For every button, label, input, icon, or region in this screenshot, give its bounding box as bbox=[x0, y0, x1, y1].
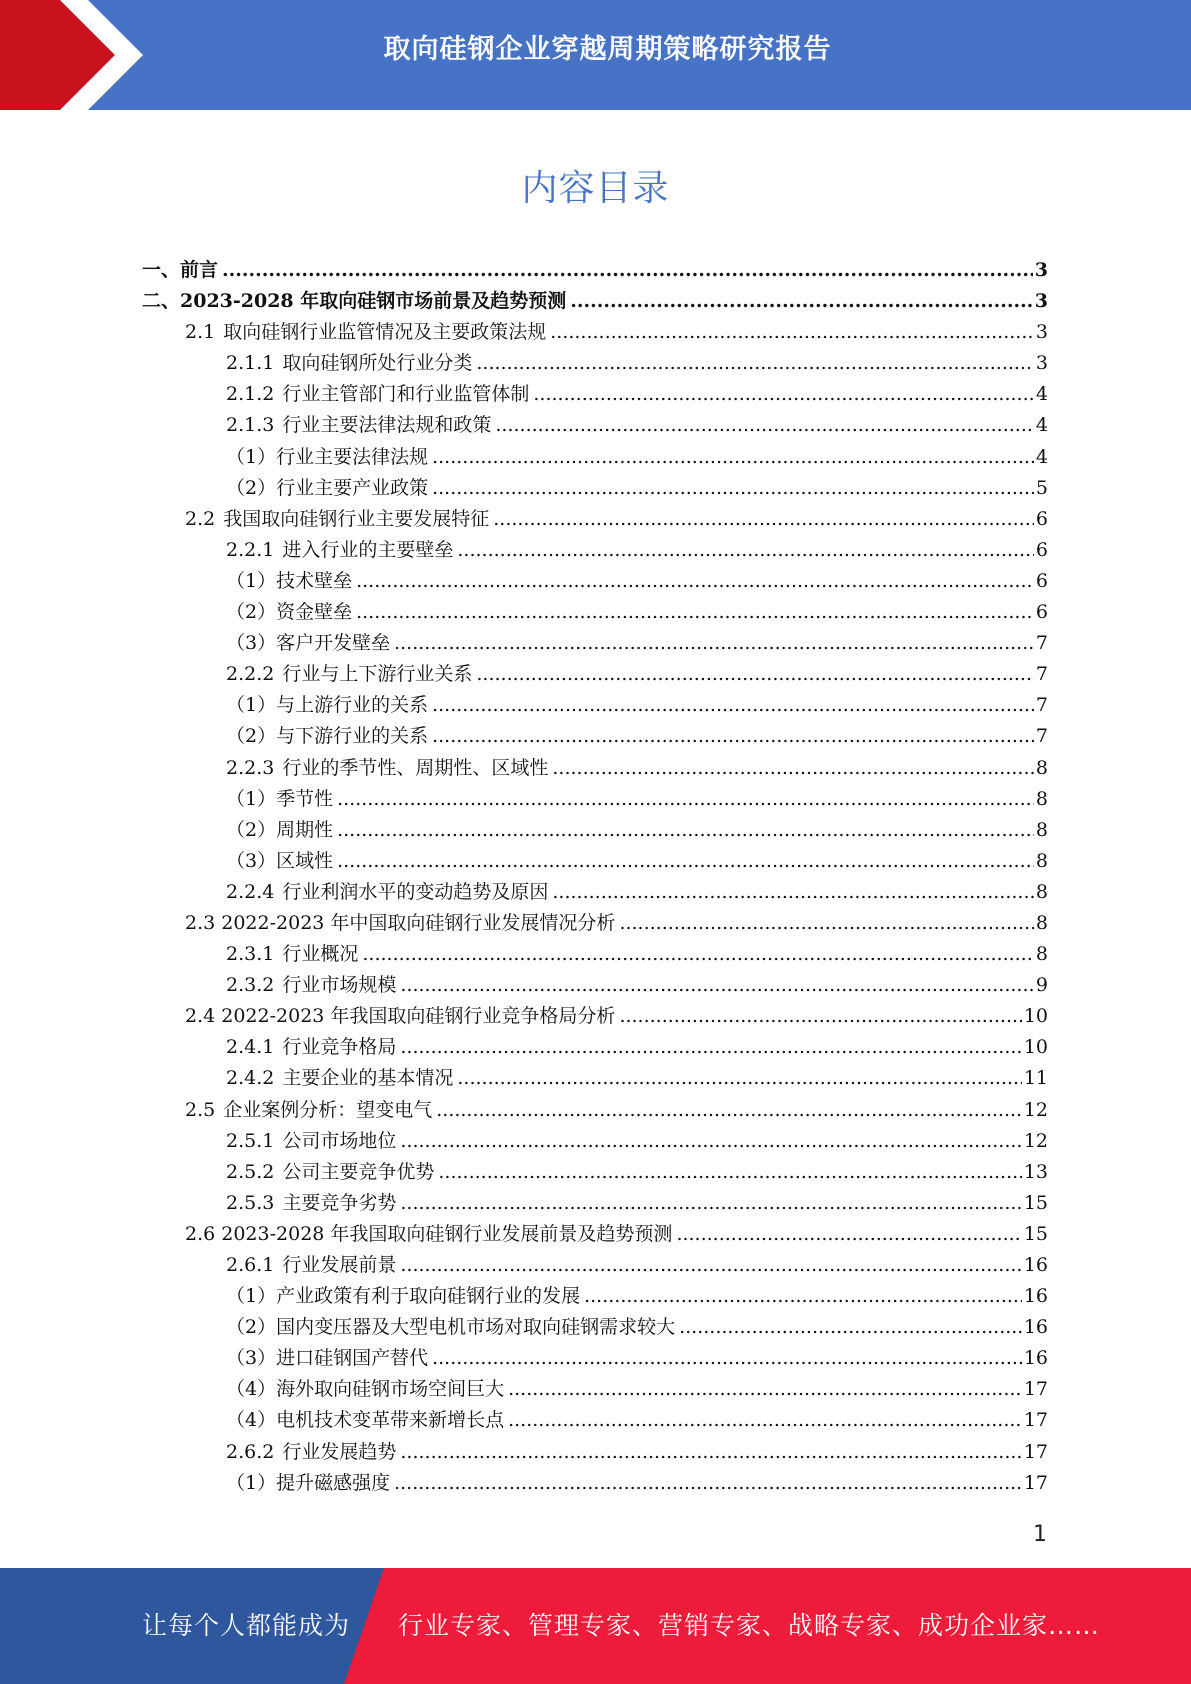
toc-entry-page: 17 bbox=[1023, 1409, 1048, 1432]
toc-leader-dots bbox=[400, 1036, 1021, 1058]
toc-entry-title bbox=[226, 659, 472, 686]
toc-entry[interactable] bbox=[142, 1343, 1048, 1374]
toc-entry-number: 2.1.1 bbox=[226, 352, 275, 375]
toc-entry-label: 行业市场规模 bbox=[282, 974, 397, 997]
toc-entry-page: 4 bbox=[1035, 445, 1048, 468]
toc-entry-label: （1）技术壁垒 bbox=[226, 569, 353, 592]
toc-entry[interactable] bbox=[142, 1095, 1048, 1126]
toc-leader-dots bbox=[457, 1067, 1021, 1089]
toc-entry-page: 3 bbox=[1034, 259, 1048, 281]
toc-entry[interactable] bbox=[142, 1312, 1048, 1343]
toc-leader-dots bbox=[533, 383, 1034, 405]
toc-entry-title bbox=[226, 970, 396, 997]
toc-entry-label: 2.3 2022-2023 年中国取向硅钢行业发展情况分析 bbox=[185, 911, 616, 934]
toc-entry-page: 3 bbox=[1035, 321, 1048, 344]
toc-entry-title bbox=[226, 877, 548, 904]
toc-entry-label: （2）与下游行业的关系 bbox=[226, 725, 429, 748]
toc-entry-title bbox=[226, 815, 333, 842]
toc-entry-number: 2.1.2 bbox=[226, 383, 275, 406]
toc-entry-page: 8 bbox=[1035, 756, 1048, 779]
toc-leader-dots bbox=[356, 570, 1034, 592]
toc-entry-title bbox=[226, 1032, 396, 1059]
toc-entry-label: 公司市场地位 bbox=[282, 1129, 397, 1152]
toc-entry-number: 2.2 bbox=[185, 507, 216, 530]
toc-entry-page: 6 bbox=[1035, 601, 1048, 624]
toc-entry[interactable] bbox=[142, 1126, 1048, 1157]
toc-entry-title bbox=[226, 597, 352, 624]
toc-entry-label: 行业主管部门和行业监管体制 bbox=[282, 383, 530, 406]
toc-entry-title bbox=[226, 939, 358, 966]
toc-entry-page: 16 bbox=[1023, 1285, 1048, 1308]
toc-entry-number: 2.4.1 bbox=[226, 1036, 275, 1059]
footer-slogan-right: 行业专家、管理专家、营销专家、战略专家、成功企业家…… bbox=[398, 1611, 1101, 1640]
toc-entry-label: 2.6 2023-2028 年我国取向硅钢行业发展前景及趋势预测 bbox=[185, 1222, 673, 1245]
page-number: 1 bbox=[1033, 1522, 1047, 1547]
toc-entry-number: 2.3.2 bbox=[226, 974, 275, 997]
table-of-contents bbox=[142, 255, 1048, 1499]
toc-entry-label: （1）季节性 bbox=[226, 787, 334, 810]
toc-entry-number: 2.4.2 bbox=[226, 1067, 275, 1090]
toc-entry-label: 行业概况 bbox=[282, 943, 359, 966]
toc-entry-title bbox=[226, 690, 428, 717]
toc-leader-dots bbox=[552, 881, 1034, 903]
toc-leader-dots bbox=[394, 1472, 1022, 1494]
toc-entry-title bbox=[226, 1250, 396, 1277]
toc-entry[interactable] bbox=[142, 970, 1048, 1001]
toc-entry-label: 行业主要法律法规和政策 bbox=[282, 414, 492, 437]
toc-leader-dots bbox=[222, 259, 1033, 281]
toc-entry-number: 2.1 bbox=[185, 321, 216, 344]
toc-entry-page: 8 bbox=[1035, 787, 1048, 810]
toc-entry[interactable] bbox=[142, 721, 1048, 752]
toc-entry[interactable] bbox=[142, 504, 1048, 535]
toc-entry-label: 行业发展前景 bbox=[282, 1254, 397, 1276]
toc-leader-dots bbox=[584, 1285, 1022, 1307]
toc-entry-number: 2.5 bbox=[185, 1098, 216, 1121]
toc-leader-dots bbox=[432, 694, 1034, 716]
toc-entry-page: 6 bbox=[1035, 507, 1048, 530]
toc-entry[interactable] bbox=[142, 846, 1048, 877]
toc-leader-dots bbox=[400, 1192, 1021, 1214]
toc-entry[interactable] bbox=[142, 1281, 1048, 1312]
toc-entry-number: 2.2.4 bbox=[226, 880, 275, 903]
toc-entry-page: 12 bbox=[1023, 1129, 1048, 1152]
toc-entry-title bbox=[142, 255, 218, 282]
toc-entry-title bbox=[226, 1157, 434, 1184]
toc-entry-label: 行业利润水平的变动趋势及原因 bbox=[282, 880, 549, 903]
toc-entry-label: 主要竞争劣势 bbox=[282, 1191, 397, 1214]
toc-entry-title bbox=[226, 473, 428, 500]
toc-entry[interactable] bbox=[142, 1405, 1048, 1436]
toc-entry-number: 2.6.1 bbox=[226, 1254, 275, 1276]
toc-entry-title bbox=[142, 286, 566, 313]
toc-entry-title bbox=[226, 721, 428, 748]
toc-entry-label: 行业竞争格局 bbox=[282, 1036, 397, 1059]
toc-entry-page: 8 bbox=[1035, 943, 1048, 966]
toc-entry[interactable] bbox=[142, 1437, 1048, 1468]
report-title: 取向硅钢企业穿越周期策略研究报告 bbox=[383, 34, 832, 65]
toc-entry-page: 7 bbox=[1035, 663, 1048, 686]
toc-entry[interactable] bbox=[142, 286, 1048, 317]
toc-leader-dots bbox=[400, 974, 1034, 996]
toc-entry[interactable] bbox=[142, 535, 1048, 566]
toc-entry-title bbox=[226, 784, 333, 811]
toc-entry-label: 公司主要竞争优势 bbox=[282, 1160, 435, 1183]
toc-entry-label: （2）行业主要产业政策 bbox=[226, 476, 429, 499]
toc-entry-page: 15 bbox=[1023, 1191, 1048, 1214]
toc-entry-number: 2.3.1 bbox=[226, 943, 275, 966]
toc-entry[interactable] bbox=[142, 597, 1048, 628]
toc-leader-dots bbox=[619, 912, 1033, 934]
toc-entry-label: 我国取向硅钢行业主要发展特征 bbox=[223, 507, 490, 530]
toc-entry[interactable] bbox=[142, 628, 1048, 659]
toc-entry-page: 17 bbox=[1023, 1378, 1048, 1401]
toc-entry[interactable] bbox=[142, 1374, 1048, 1405]
toc-entry-page: 7 bbox=[1035, 725, 1048, 748]
toc-entry[interactable] bbox=[142, 1250, 1048, 1281]
toc-entry[interactable] bbox=[142, 939, 1048, 970]
toc-entry-title bbox=[226, 348, 472, 375]
toc-leader-dots bbox=[362, 943, 1034, 965]
toc-entry[interactable] bbox=[142, 442, 1048, 473]
toc-entry-title bbox=[226, 1437, 396, 1464]
toc-entry-page: 11 bbox=[1023, 1067, 1048, 1090]
toc-entry-label: （2）周期性 bbox=[226, 818, 334, 841]
toc-entry-page: 12 bbox=[1023, 1098, 1048, 1121]
toc-entry-number: 2.5.2 bbox=[226, 1160, 275, 1183]
footer-slogan-left: 让每个人都能成为 bbox=[142, 1611, 351, 1640]
toc-entry[interactable] bbox=[142, 1001, 1048, 1032]
toc-leader-dots bbox=[552, 757, 1034, 779]
toc-entry-label: 行业发展趋势 bbox=[282, 1440, 397, 1463]
toc-entry-label: （2）资金壁垒 bbox=[226, 601, 353, 624]
toc-entry-label: （3）区域性 bbox=[226, 849, 334, 872]
toc-entry[interactable] bbox=[142, 690, 1048, 721]
toc-entry-label: 企业案例分析：望变电气 bbox=[223, 1098, 433, 1121]
toc-leader-dots bbox=[676, 1223, 1021, 1245]
toc-entry-page: 16 bbox=[1023, 1254, 1048, 1276]
toc-entry-page: 8 bbox=[1035, 818, 1048, 841]
toc-entry-title bbox=[226, 442, 428, 469]
toc-entry-label: （3）进口硅钢国产替代 bbox=[226, 1347, 429, 1370]
toc-entry-page: 8 bbox=[1035, 849, 1048, 872]
toc-leader-dots bbox=[400, 1130, 1021, 1152]
toc-entry-label: 2.4 2022-2023 年我国取向硅钢行业竞争格局分析 bbox=[185, 1005, 616, 1028]
toc-entry-title bbox=[185, 1001, 615, 1028]
toc-entry-label: （1）与上游行业的关系 bbox=[226, 694, 429, 717]
toc-leader-dots bbox=[400, 1441, 1021, 1463]
toc-entry-label: （1）行业主要法律法规 bbox=[226, 445, 429, 468]
toc-entry[interactable] bbox=[142, 753, 1048, 784]
toc-entry[interactable] bbox=[142, 815, 1048, 846]
toc-leader-dots bbox=[400, 1254, 1021, 1276]
toc-entry-label: 一、前言 bbox=[142, 259, 219, 281]
toc-leader-dots bbox=[432, 477, 1034, 499]
toc-entry[interactable] bbox=[142, 908, 1048, 939]
toc-leader-dots bbox=[476, 352, 1034, 374]
toc-entry-title bbox=[226, 1063, 453, 1090]
toc-leader-dots bbox=[337, 819, 1034, 841]
toc-entry-label: 取向硅钢行业监管情况及主要政策法规 bbox=[223, 321, 547, 344]
toc-leader-dots bbox=[432, 446, 1034, 468]
toc-entry-page: 6 bbox=[1035, 538, 1048, 561]
toc-entry-title bbox=[226, 1188, 396, 1215]
toc-entry-page: 16 bbox=[1023, 1316, 1048, 1339]
toc-entry[interactable] bbox=[142, 410, 1048, 441]
toc-entry-label: （4）海外取向硅钢市场空间巨大 bbox=[226, 1378, 505, 1401]
toc-entry-title bbox=[226, 753, 548, 780]
toc-entry-page: 4 bbox=[1035, 414, 1048, 437]
page-header bbox=[0, 0, 1191, 110]
toc-entry-page: 13 bbox=[1023, 1160, 1048, 1183]
toc-entry-page: 4 bbox=[1035, 383, 1048, 406]
toc-entry-number: 2.1.3 bbox=[226, 414, 275, 437]
toc-entry[interactable] bbox=[142, 1032, 1048, 1063]
toc-entry-title bbox=[185, 908, 615, 935]
toc-leader-dots bbox=[337, 850, 1034, 872]
toc-entry-number: 2.6.2 bbox=[226, 1440, 275, 1463]
toc-entry-title bbox=[226, 379, 529, 406]
toc-entry[interactable] bbox=[142, 379, 1048, 410]
toc-entry[interactable] bbox=[142, 473, 1048, 504]
toc-entry-label: （1）产业政策有利于取向硅钢行业的发展 bbox=[226, 1285, 581, 1308]
toc-leader-dots bbox=[432, 1347, 1022, 1369]
toc-leader-dots bbox=[438, 1161, 1021, 1183]
toc-entry-page: 10 bbox=[1023, 1005, 1048, 1028]
toc-entry-title bbox=[226, 1374, 504, 1401]
toc-entry-number: 2.5.3 bbox=[226, 1191, 275, 1214]
toc-entry-label: 取向硅钢所处行业分类 bbox=[282, 352, 473, 375]
toc-entry[interactable] bbox=[142, 1468, 1048, 1499]
toc-entry-page: 17 bbox=[1023, 1471, 1048, 1494]
toc-entry-title bbox=[226, 566, 352, 593]
toc-leader-dots bbox=[432, 725, 1034, 747]
toc-entry-label: （4）电机技术变革带来新增长点 bbox=[226, 1409, 505, 1432]
toc-entry[interactable] bbox=[142, 317, 1048, 348]
toc-entry-page: 10 bbox=[1023, 1036, 1048, 1059]
toc-entry-title bbox=[226, 846, 333, 873]
toc-leader-dots bbox=[476, 663, 1034, 685]
toc-entry-title bbox=[226, 1126, 396, 1153]
toc-entry-label: 主要企业的基本情况 bbox=[282, 1067, 454, 1090]
toc-leader-dots bbox=[495, 414, 1034, 436]
toc-entry-label: 进入行业的主要壁垒 bbox=[282, 538, 454, 561]
toc-entry-label: （1）提升磁感强度 bbox=[226, 1471, 391, 1494]
toc-leader-dots bbox=[508, 1409, 1022, 1431]
toc-entry-number: 2.2.2 bbox=[226, 663, 275, 686]
toc-entry-page: 9 bbox=[1035, 974, 1048, 997]
toc-entry-number: 2.2.1 bbox=[226, 538, 275, 561]
toc-entry-page: 7 bbox=[1035, 694, 1048, 717]
toc-entry-title bbox=[185, 1219, 672, 1246]
toc-entry-page: 3 bbox=[1034, 290, 1048, 313]
toc-leader-dots bbox=[457, 539, 1034, 561]
toc-entry-title bbox=[226, 1405, 504, 1432]
toc-entry-label: （3）客户开发壁垒 bbox=[226, 632, 391, 655]
toc-entry-page: 6 bbox=[1035, 569, 1048, 592]
toc-entry-page: 15 bbox=[1023, 1222, 1048, 1245]
toc-entry[interactable] bbox=[142, 348, 1048, 379]
toc-title: 内容目录 bbox=[521, 168, 670, 209]
toc-entry-title bbox=[185, 504, 489, 531]
toc-entry-page: 8 bbox=[1035, 880, 1048, 903]
toc-entry-label: 二、2023-2028 年取向硅钢市场前景及趋势预测 bbox=[142, 290, 567, 313]
toc-entry-number: 2.5.1 bbox=[226, 1129, 275, 1152]
toc-entry-title bbox=[185, 317, 546, 344]
toc-leader-dots bbox=[619, 1005, 1021, 1027]
toc-entry-page: 17 bbox=[1023, 1440, 1048, 1463]
toc-entry-page: 3 bbox=[1035, 352, 1048, 375]
toc-entry-title bbox=[185, 1095, 432, 1122]
toc-leader-dots bbox=[493, 508, 1034, 530]
toc-entry-number: 2.2.3 bbox=[226, 756, 275, 779]
toc-entry-label: 行业的季节性、周期性、区域性 bbox=[282, 756, 549, 779]
toc-leader-dots bbox=[570, 290, 1033, 312]
toc-entry-page: 8 bbox=[1035, 911, 1048, 934]
toc-leader-dots bbox=[337, 788, 1034, 810]
toc-entry-title bbox=[226, 535, 453, 562]
toc-entry-title bbox=[226, 628, 390, 655]
toc-leader-dots bbox=[356, 601, 1034, 623]
toc-entry-page: 7 bbox=[1035, 632, 1048, 655]
toc-entry-title bbox=[226, 410, 491, 437]
toc-entry[interactable] bbox=[142, 255, 1048, 286]
toc-entry[interactable] bbox=[142, 877, 1048, 908]
toc-leader-dots bbox=[508, 1378, 1022, 1400]
toc-entry[interactable] bbox=[142, 1188, 1048, 1219]
toc-entry-title bbox=[226, 1468, 390, 1495]
toc-entry[interactable] bbox=[142, 1219, 1048, 1250]
toc-entry[interactable] bbox=[142, 659, 1048, 690]
toc-entry[interactable] bbox=[142, 1063, 1048, 1094]
toc-entry-page: 5 bbox=[1035, 476, 1048, 499]
toc-leader-dots bbox=[679, 1316, 1022, 1338]
toc-leader-dots bbox=[550, 321, 1034, 343]
toc-leader-dots bbox=[436, 1099, 1022, 1121]
toc-entry-label: （2）国内变压器及大型电机市场对取向硅钢需求较大 bbox=[226, 1316, 676, 1339]
page-footer bbox=[0, 1568, 1191, 1684]
toc-entry[interactable] bbox=[142, 566, 1048, 597]
toc-entry-title bbox=[226, 1281, 580, 1308]
toc-entry-title bbox=[226, 1343, 428, 1370]
toc-entry-page: 16 bbox=[1023, 1347, 1048, 1370]
toc-entry[interactable] bbox=[142, 784, 1048, 815]
toc-leader-dots bbox=[394, 632, 1034, 654]
toc-entry-title bbox=[226, 1312, 675, 1339]
toc-entry-label: 行业与上下游行业关系 bbox=[282, 663, 473, 686]
toc-entry[interactable] bbox=[142, 1157, 1048, 1188]
